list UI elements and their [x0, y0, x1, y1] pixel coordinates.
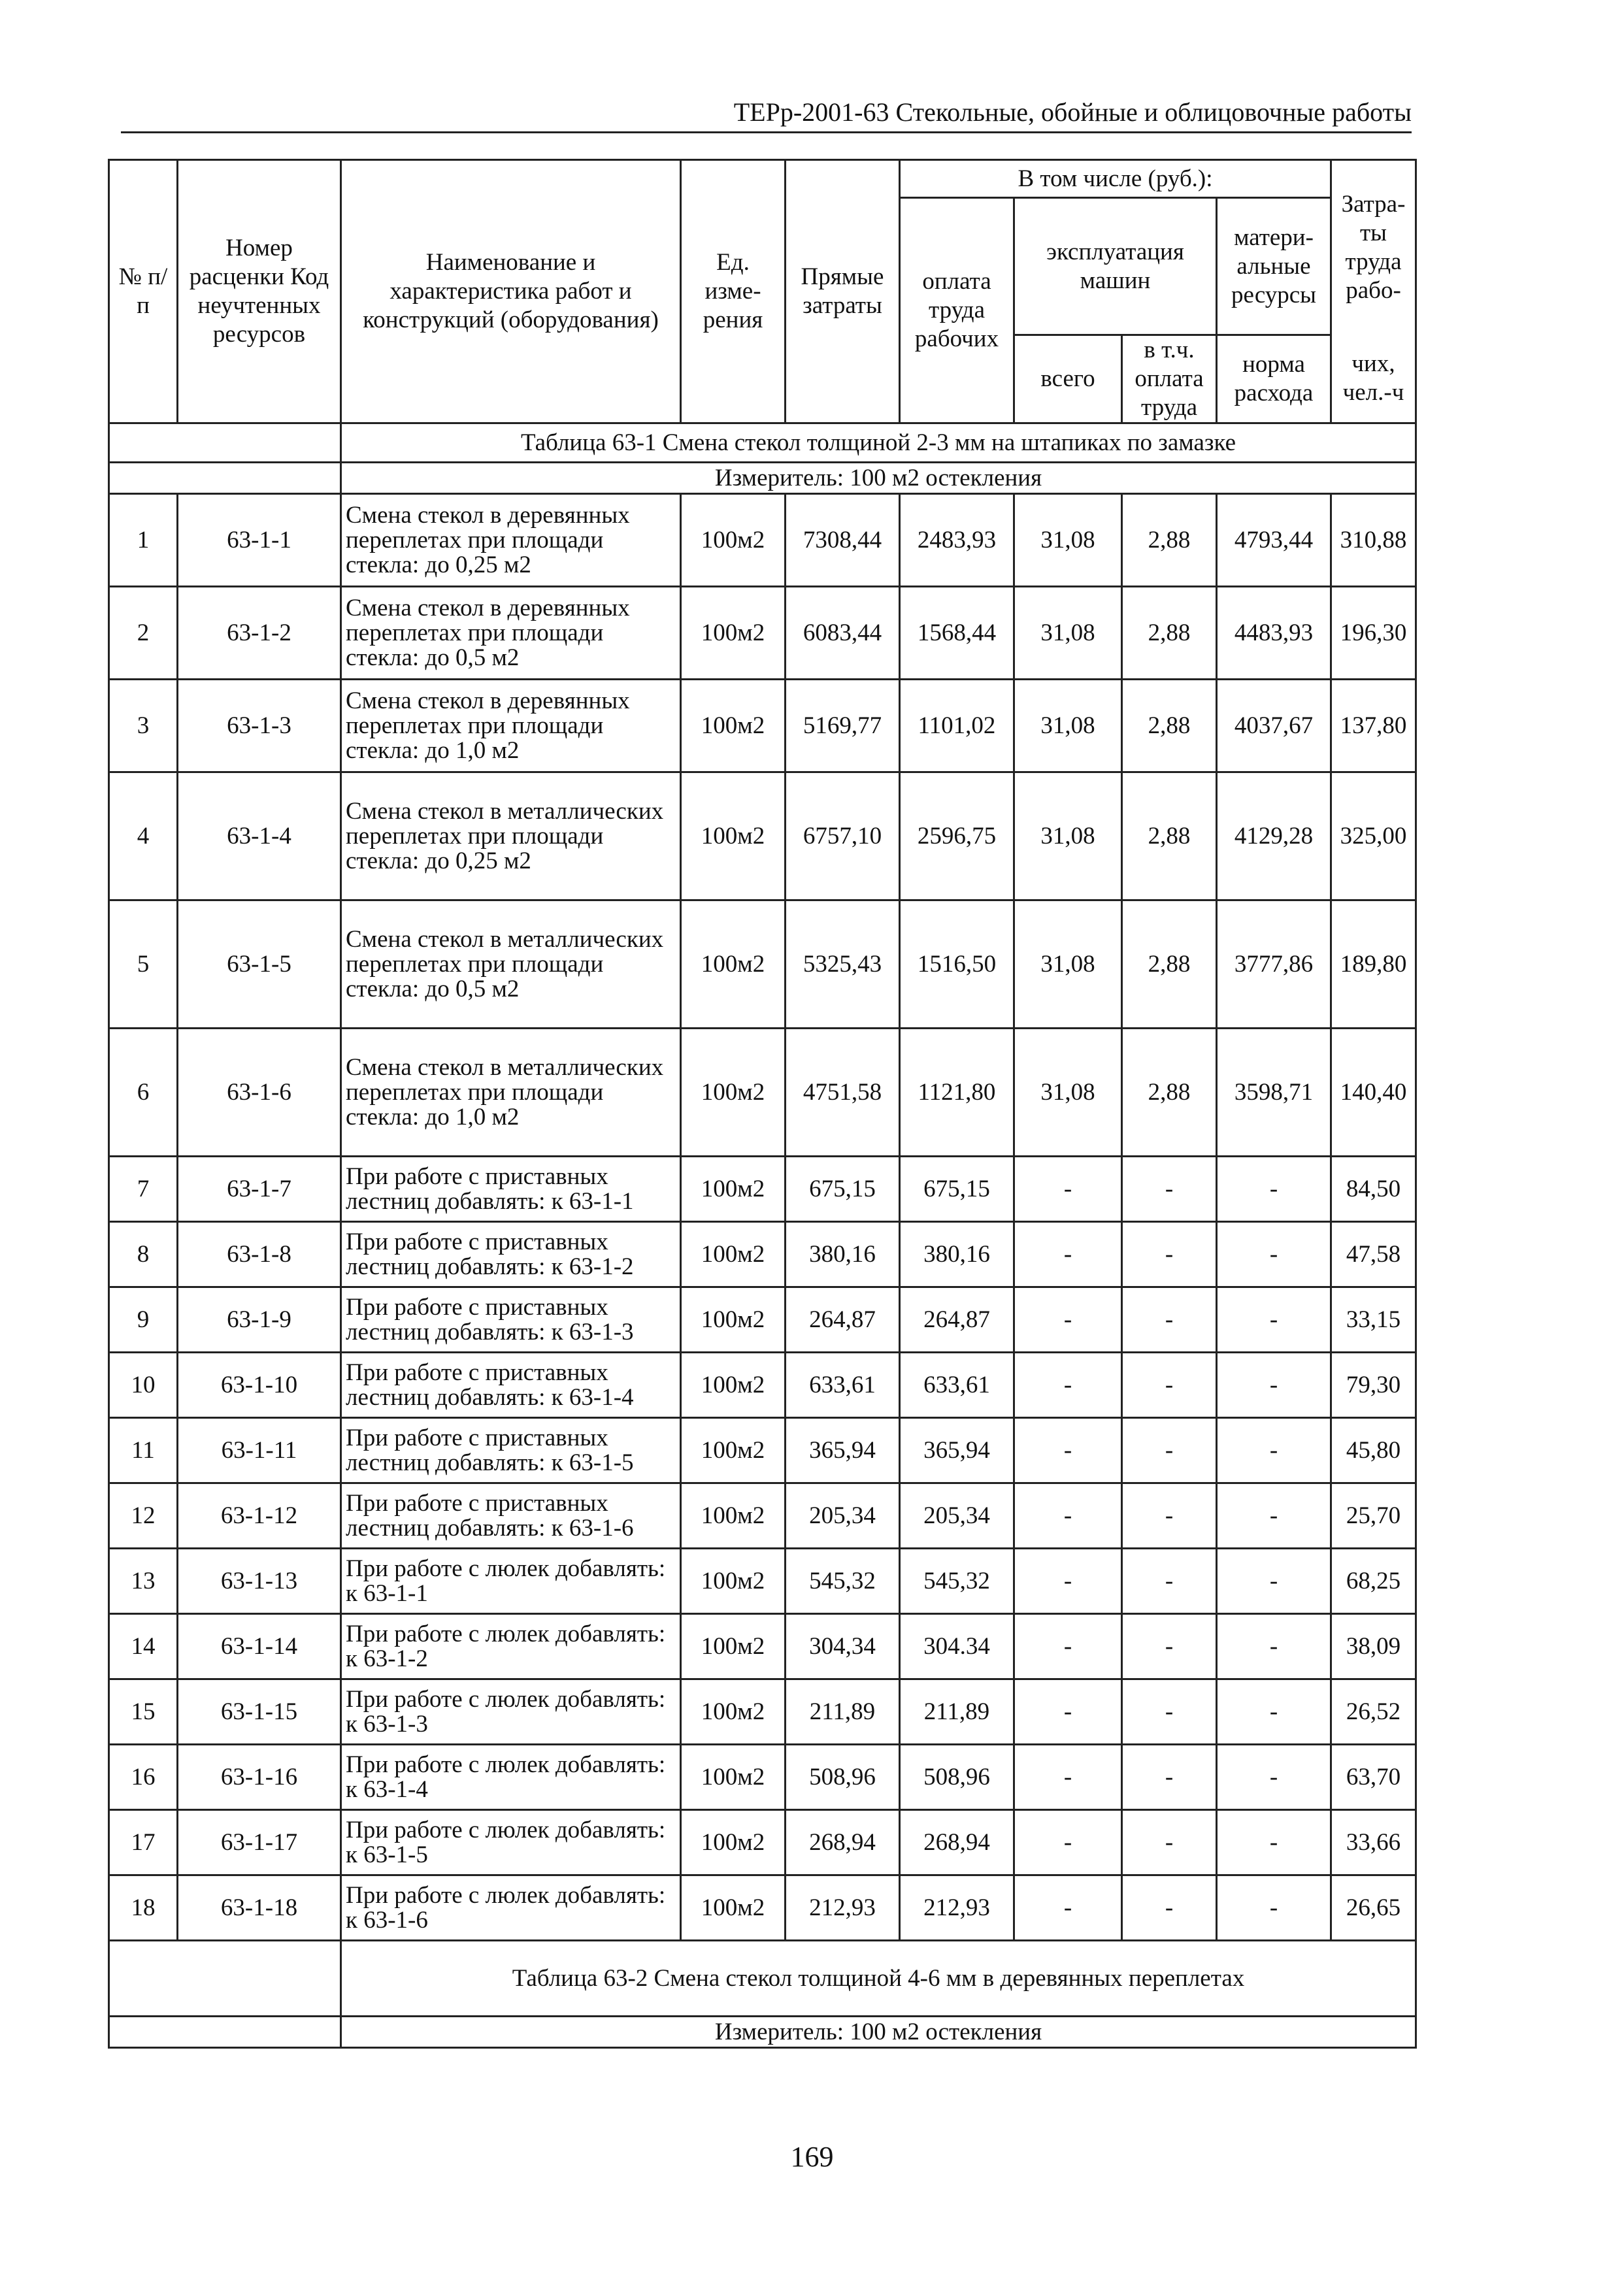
- worker-wages-cell: 545,32: [900, 1549, 1014, 1614]
- table-row: [109, 900, 1416, 1029]
- material-costs-cell: -: [1217, 1222, 1331, 1287]
- rate-code-cell: 63-1-2: [178, 587, 341, 680]
- direct-costs-cell: 675,15: [786, 1157, 900, 1222]
- labor-hours-cell: 25,70: [1331, 1483, 1416, 1549]
- direct-costs-cell: 365,94: [786, 1418, 900, 1483]
- direct-costs-cell: 205,34: [786, 1483, 900, 1549]
- worker-wages-cell: 211,89: [900, 1679, 1014, 1745]
- unit-cell: 100м2: [681, 1483, 786, 1549]
- table-row: [109, 1549, 1416, 1614]
- table-body: [109, 423, 1416, 2048]
- labor-hours-cell: 325,00: [1331, 772, 1416, 900]
- work-description-cell: При работе с люлек добавлять: к 63-1-5: [341, 1810, 681, 1875]
- col-labor-header-top: Затра- ты труда рабо-: [1331, 160, 1416, 335]
- labor-hours-cell: 38,09: [1331, 1614, 1416, 1679]
- machine-costs-cell: -: [1014, 1287, 1122, 1353]
- material-costs-cell: 3777,86: [1217, 900, 1331, 1029]
- col-machines-total-header: всего: [1014, 335, 1122, 423]
- section-meter-row: [109, 2017, 1416, 2048]
- unit-cell: 100м2: [681, 1353, 786, 1418]
- row-number-cell: 13: [109, 1549, 178, 1614]
- row-number-cell: 16: [109, 1745, 178, 1810]
- unit-cell: 100м2: [681, 1679, 786, 1745]
- work-description-cell: Смена стекол в деревянных переплетах при площади стекла: до 1,0 м2: [341, 680, 681, 772]
- rate-code-cell: 63-1-5: [178, 900, 341, 1029]
- machine-wages-cell: -: [1122, 1875, 1217, 1941]
- labor-hours-cell: 140,40: [1331, 1029, 1416, 1157]
- machine-costs-cell: 31,08: [1014, 494, 1122, 587]
- row-number-cell: 17: [109, 1810, 178, 1875]
- material-costs-cell: 4037,67: [1217, 680, 1331, 772]
- unit-cell: 100м2: [681, 772, 786, 900]
- section-title: Таблица 63-2 Смена стекол толщиной 4-6 мм в деревянных переплетах: [341, 1941, 1416, 2017]
- row-number-cell: 4: [109, 772, 178, 900]
- machine-wages-cell: -: [1122, 1418, 1217, 1483]
- rate-code-cell: 63-1-15: [178, 1679, 341, 1745]
- col-direct-costs-header: Прямые затраты: [786, 160, 900, 423]
- material-costs-cell: -: [1217, 1483, 1331, 1549]
- work-description-cell: При работе с люлек добавлять: к 63-1-2: [341, 1614, 681, 1679]
- machine-wages-cell: 2,88: [1122, 900, 1217, 1029]
- table-row: [109, 1222, 1416, 1287]
- section-title-row: [109, 423, 1416, 463]
- table-row: [109, 1418, 1416, 1483]
- machine-costs-cell: -: [1014, 1353, 1122, 1418]
- col-wages-header: оплата труда рабочих: [900, 198, 1014, 423]
- machine-costs-cell: 31,08: [1014, 772, 1122, 900]
- work-description-cell: При работе с приставных лестниц добавлять: к 63-1-4: [341, 1353, 681, 1418]
- row-number-cell: 10: [109, 1353, 178, 1418]
- table-row: [109, 1614, 1416, 1679]
- work-description-cell: При работе с приставных лестниц добавлять: к 63-1-1: [341, 1157, 681, 1222]
- row-number-cell: 2: [109, 587, 178, 680]
- labor-hours-cell: 47,58: [1331, 1222, 1416, 1287]
- material-costs-cell: -: [1217, 1875, 1331, 1941]
- rates-table: [108, 159, 1417, 2049]
- col-name-header: Наименование и характеристика работ и конструкций (оборудования): [341, 160, 681, 423]
- labor-hours-cell: 79,30: [1331, 1353, 1416, 1418]
- unit-cell: 100м2: [681, 1614, 786, 1679]
- worker-wages-cell: 2483,93: [900, 494, 1014, 587]
- direct-costs-cell: 7308,44: [786, 494, 900, 587]
- labor-hours-cell: 33,15: [1331, 1287, 1416, 1353]
- rate-code-cell: 63-1-7: [178, 1157, 341, 1222]
- unit-cell: 100м2: [681, 1222, 786, 1287]
- labor-hours-cell: 137,80: [1331, 680, 1416, 772]
- labor-hours-cell: 63,70: [1331, 1745, 1416, 1810]
- unit-cell: 100м2: [681, 1549, 786, 1614]
- machine-costs-cell: -: [1014, 1418, 1122, 1483]
- material-costs-cell: 3598,71: [1217, 1029, 1331, 1157]
- machine-costs-cell: 31,08: [1014, 900, 1122, 1029]
- col-code-header: Номер расценки Код неучтенных ресурсов: [178, 160, 341, 423]
- unit-cell: 100м2: [681, 680, 786, 772]
- machine-costs-cell: -: [1014, 1483, 1122, 1549]
- machine-costs-cell: -: [1014, 1549, 1122, 1614]
- rate-code-cell: 63-1-1: [178, 494, 341, 587]
- row-number-cell: 1: [109, 494, 178, 587]
- col-materials-header: матери- альные ресурсы: [1217, 198, 1331, 335]
- table-row: [109, 1810, 1416, 1875]
- material-costs-cell: 4129,28: [1217, 772, 1331, 900]
- worker-wages-cell: 365,94: [900, 1418, 1014, 1483]
- table-row: [109, 1483, 1416, 1549]
- rate-code-cell: 63-1-8: [178, 1222, 341, 1287]
- work-description-cell: При работе с люлек добавлять: к 63-1-4: [341, 1745, 681, 1810]
- machine-costs-cell: -: [1014, 1222, 1122, 1287]
- rate-code-cell: 63-1-17: [178, 1810, 341, 1875]
- row-number-cell: 3: [109, 680, 178, 772]
- unit-cell: 100м2: [681, 1875, 786, 1941]
- machine-costs-cell: 31,08: [1014, 1029, 1122, 1157]
- worker-wages-cell: 1568,44: [900, 587, 1014, 680]
- direct-costs-cell: 5169,77: [786, 680, 900, 772]
- table-row: [109, 772, 1416, 900]
- unit-cell: 100м2: [681, 1157, 786, 1222]
- machine-wages-cell: -: [1122, 1745, 1217, 1810]
- table-row: [109, 1287, 1416, 1353]
- worker-wages-cell: 2596,75: [900, 772, 1014, 900]
- page-number: 169: [790, 2141, 834, 2173]
- labor-hours-cell: 45,80: [1331, 1418, 1416, 1483]
- row-number-cell: 15: [109, 1679, 178, 1745]
- unit-cell: 100м2: [681, 1810, 786, 1875]
- section-title-row: [109, 1941, 1416, 2017]
- machine-wages-cell: 2,88: [1122, 680, 1217, 772]
- direct-costs-cell: 6083,44: [786, 587, 900, 680]
- rate-code-cell: 63-1-10: [178, 1353, 341, 1418]
- material-costs-cell: -: [1217, 1418, 1331, 1483]
- labor-hours-cell: 310,88: [1331, 494, 1416, 587]
- table-row: [109, 1353, 1416, 1418]
- worker-wages-cell: 633,61: [900, 1353, 1014, 1418]
- machine-costs-cell: -: [1014, 1875, 1122, 1941]
- work-description-cell: При работе с приставных лестниц добавлять: к 63-1-3: [341, 1287, 681, 1353]
- direct-costs-cell: 508,96: [786, 1745, 900, 1810]
- col-machines-wages-header: в т.ч. оплата труда: [1122, 335, 1217, 423]
- material-costs-cell: -: [1217, 1679, 1331, 1745]
- worker-wages-cell: 264,87: [900, 1287, 1014, 1353]
- direct-costs-cell: 6757,10: [786, 772, 900, 900]
- blank-cell: [109, 463, 341, 494]
- machine-wages-cell: -: [1122, 1287, 1217, 1353]
- running-header: ТЕРр-2001-63 Стекольные, обойные и облицовочные работы: [121, 97, 1412, 133]
- machine-wages-cell: 2,88: [1122, 587, 1217, 680]
- work-description-cell: Смена стекол в деревянных переплетах при площади стекла: до 0,25 м2: [341, 494, 681, 587]
- material-costs-cell: -: [1217, 1810, 1331, 1875]
- labor-hours-cell: 26,52: [1331, 1679, 1416, 1745]
- rate-code-cell: 63-1-16: [178, 1745, 341, 1810]
- worker-wages-cell: 508,96: [900, 1745, 1014, 1810]
- direct-costs-cell: 264,87: [786, 1287, 900, 1353]
- row-number-cell: 9: [109, 1287, 178, 1353]
- machine-costs-cell: -: [1014, 1810, 1122, 1875]
- direct-costs-cell: 212,93: [786, 1875, 900, 1941]
- unit-cell: 100м2: [681, 1745, 786, 1810]
- worker-wages-cell: 675,15: [900, 1157, 1014, 1222]
- worker-wages-cell: 268,94: [900, 1810, 1014, 1875]
- material-costs-cell: -: [1217, 1157, 1331, 1222]
- rate-code-cell: 63-1-4: [178, 772, 341, 900]
- labor-hours-cell: 84,50: [1331, 1157, 1416, 1222]
- labor-hours-cell: 68,25: [1331, 1549, 1416, 1614]
- row-number-cell: 11: [109, 1418, 178, 1483]
- worker-wages-cell: 380,16: [900, 1222, 1014, 1287]
- rate-code-cell: 63-1-11: [178, 1418, 341, 1483]
- table-row: [109, 1679, 1416, 1745]
- table-row: [109, 1745, 1416, 1810]
- col-unit-header: Ед. изме- рения: [681, 160, 786, 423]
- machine-costs-cell: 31,08: [1014, 587, 1122, 680]
- unit-cell: 100м2: [681, 494, 786, 587]
- machine-wages-cell: 2,88: [1122, 1029, 1217, 1157]
- machine-wages-cell: -: [1122, 1157, 1217, 1222]
- direct-costs-cell: 4751,58: [786, 1029, 900, 1157]
- rate-code-cell: 63-1-9: [178, 1287, 341, 1353]
- section-meter: Измеритель: 100 м2 остекления: [341, 2017, 1416, 2048]
- machine-wages-cell: -: [1122, 1679, 1217, 1745]
- table-row: [109, 494, 1416, 587]
- blank-cell: [109, 2017, 341, 2048]
- col-labor-header-bottom: чих, чел.-ч: [1331, 335, 1416, 423]
- worker-wages-cell: 1101,02: [900, 680, 1014, 772]
- material-costs-cell: -: [1217, 1287, 1331, 1353]
- section-title: Таблица 63-1 Смена стекол толщиной 2-3 мм на штапиках по замазке: [341, 423, 1416, 463]
- machine-costs-cell: -: [1014, 1157, 1122, 1222]
- machine-wages-cell: -: [1122, 1549, 1217, 1614]
- direct-costs-cell: 211,89: [786, 1679, 900, 1745]
- row-number-cell: 8: [109, 1222, 178, 1287]
- worker-wages-cell: 1516,50: [900, 900, 1014, 1029]
- table-header: [109, 160, 1416, 423]
- labor-hours-cell: 26,65: [1331, 1875, 1416, 1941]
- unit-cell: 100м2: [681, 900, 786, 1029]
- work-description-cell: При работе с приставных лестниц добавлять: к 63-1-5: [341, 1418, 681, 1483]
- machine-wages-cell: 2,88: [1122, 494, 1217, 587]
- rate-code-cell: 63-1-6: [178, 1029, 341, 1157]
- work-description-cell: При работе с люлек добавлять: к 63-1-1: [341, 1549, 681, 1614]
- work-description-cell: Смена стекол в металлических переплетах при площади стекла: до 0,25 м2: [341, 772, 681, 900]
- row-number-cell: 14: [109, 1614, 178, 1679]
- rate-code-cell: 63-1-12: [178, 1483, 341, 1549]
- col-number-header: № п/п: [109, 160, 178, 423]
- section-meter-row: [109, 463, 1416, 494]
- table-row: [109, 1157, 1416, 1222]
- work-description-cell: При работе с люлек добавлять: к 63-1-6: [341, 1875, 681, 1941]
- machine-wages-cell: -: [1122, 1810, 1217, 1875]
- labor-hours-cell: 33,66: [1331, 1810, 1416, 1875]
- machine-costs-cell: -: [1014, 1679, 1122, 1745]
- worker-wages-cell: 304.34: [900, 1614, 1014, 1679]
- material-costs-cell: 4793,44: [1217, 494, 1331, 587]
- work-description-cell: При работе с люлек добавлять: к 63-1-3: [341, 1679, 681, 1745]
- direct-costs-cell: 380,16: [786, 1222, 900, 1287]
- worker-wages-cell: 212,93: [900, 1875, 1014, 1941]
- machine-costs-cell: 31,08: [1014, 680, 1122, 772]
- row-number-cell: 5: [109, 900, 178, 1029]
- material-costs-cell: -: [1217, 1745, 1331, 1810]
- table-row: [109, 1029, 1416, 1157]
- row-number-cell: 12: [109, 1483, 178, 1549]
- material-costs-cell: -: [1217, 1549, 1331, 1614]
- direct-costs-cell: 633,61: [786, 1353, 900, 1418]
- row-number-cell: 7: [109, 1157, 178, 1222]
- rate-code-cell: 63-1-14: [178, 1614, 341, 1679]
- direct-costs-cell: 268,94: [786, 1810, 900, 1875]
- labor-hours-cell: 189,80: [1331, 900, 1416, 1029]
- table-row: [109, 587, 1416, 680]
- row-number-cell: 18: [109, 1875, 178, 1941]
- col-machines-header: эксплуатация машин: [1014, 198, 1217, 335]
- work-description-cell: Смена стекол в металлических переплетах при площади стекла: до 0,5 м2: [341, 900, 681, 1029]
- work-description-cell: При работе с приставных лестниц добавлять: к 63-1-6: [341, 1483, 681, 1549]
- work-description-cell: Смена стекол в металлических переплетах при площади стекла: до 1,0 м2: [341, 1029, 681, 1157]
- blank-cell: [109, 423, 341, 463]
- material-costs-cell: 4483,93: [1217, 587, 1331, 680]
- material-costs-cell: -: [1217, 1353, 1331, 1418]
- unit-cell: 100м2: [681, 587, 786, 680]
- rate-code-cell: 63-1-18: [178, 1875, 341, 1941]
- unit-cell: 100м2: [681, 1418, 786, 1483]
- worker-wages-cell: 1121,80: [900, 1029, 1014, 1157]
- machine-costs-cell: -: [1014, 1614, 1122, 1679]
- labor-hours-cell: 196,30: [1331, 587, 1416, 680]
- worker-wages-cell: 205,34: [900, 1483, 1014, 1549]
- machine-wages-cell: 2,88: [1122, 772, 1217, 900]
- rate-code-cell: 63-1-3: [178, 680, 341, 772]
- direct-costs-cell: 304,34: [786, 1614, 900, 1679]
- machine-wages-cell: -: [1122, 1353, 1217, 1418]
- table-row: [109, 680, 1416, 772]
- rate-code-cell: 63-1-13: [178, 1549, 341, 1614]
- work-description-cell: Смена стекол в деревянных переплетах при площади стекла: до 0,5 м2: [341, 587, 681, 680]
- machine-costs-cell: -: [1014, 1745, 1122, 1810]
- work-description-cell: При работе с приставных лестниц добавлять: к 63-1-2: [341, 1222, 681, 1287]
- col-materials-norm-header: норма расхода: [1217, 335, 1331, 423]
- col-including-header: В том числе (руб.):: [900, 160, 1331, 198]
- material-costs-cell: -: [1217, 1614, 1331, 1679]
- blank-cell: [109, 1941, 341, 2017]
- table-row: [109, 1875, 1416, 1941]
- machine-wages-cell: -: [1122, 1614, 1217, 1679]
- unit-cell: 100м2: [681, 1029, 786, 1157]
- direct-costs-cell: 5325,43: [786, 900, 900, 1029]
- unit-cell: 100м2: [681, 1287, 786, 1353]
- machine-wages-cell: -: [1122, 1222, 1217, 1287]
- row-number-cell: 6: [109, 1029, 178, 1157]
- direct-costs-cell: 545,32: [786, 1549, 900, 1614]
- machine-wages-cell: -: [1122, 1483, 1217, 1549]
- section-meter: Измеритель: 100 м2 остекления: [341, 463, 1416, 494]
